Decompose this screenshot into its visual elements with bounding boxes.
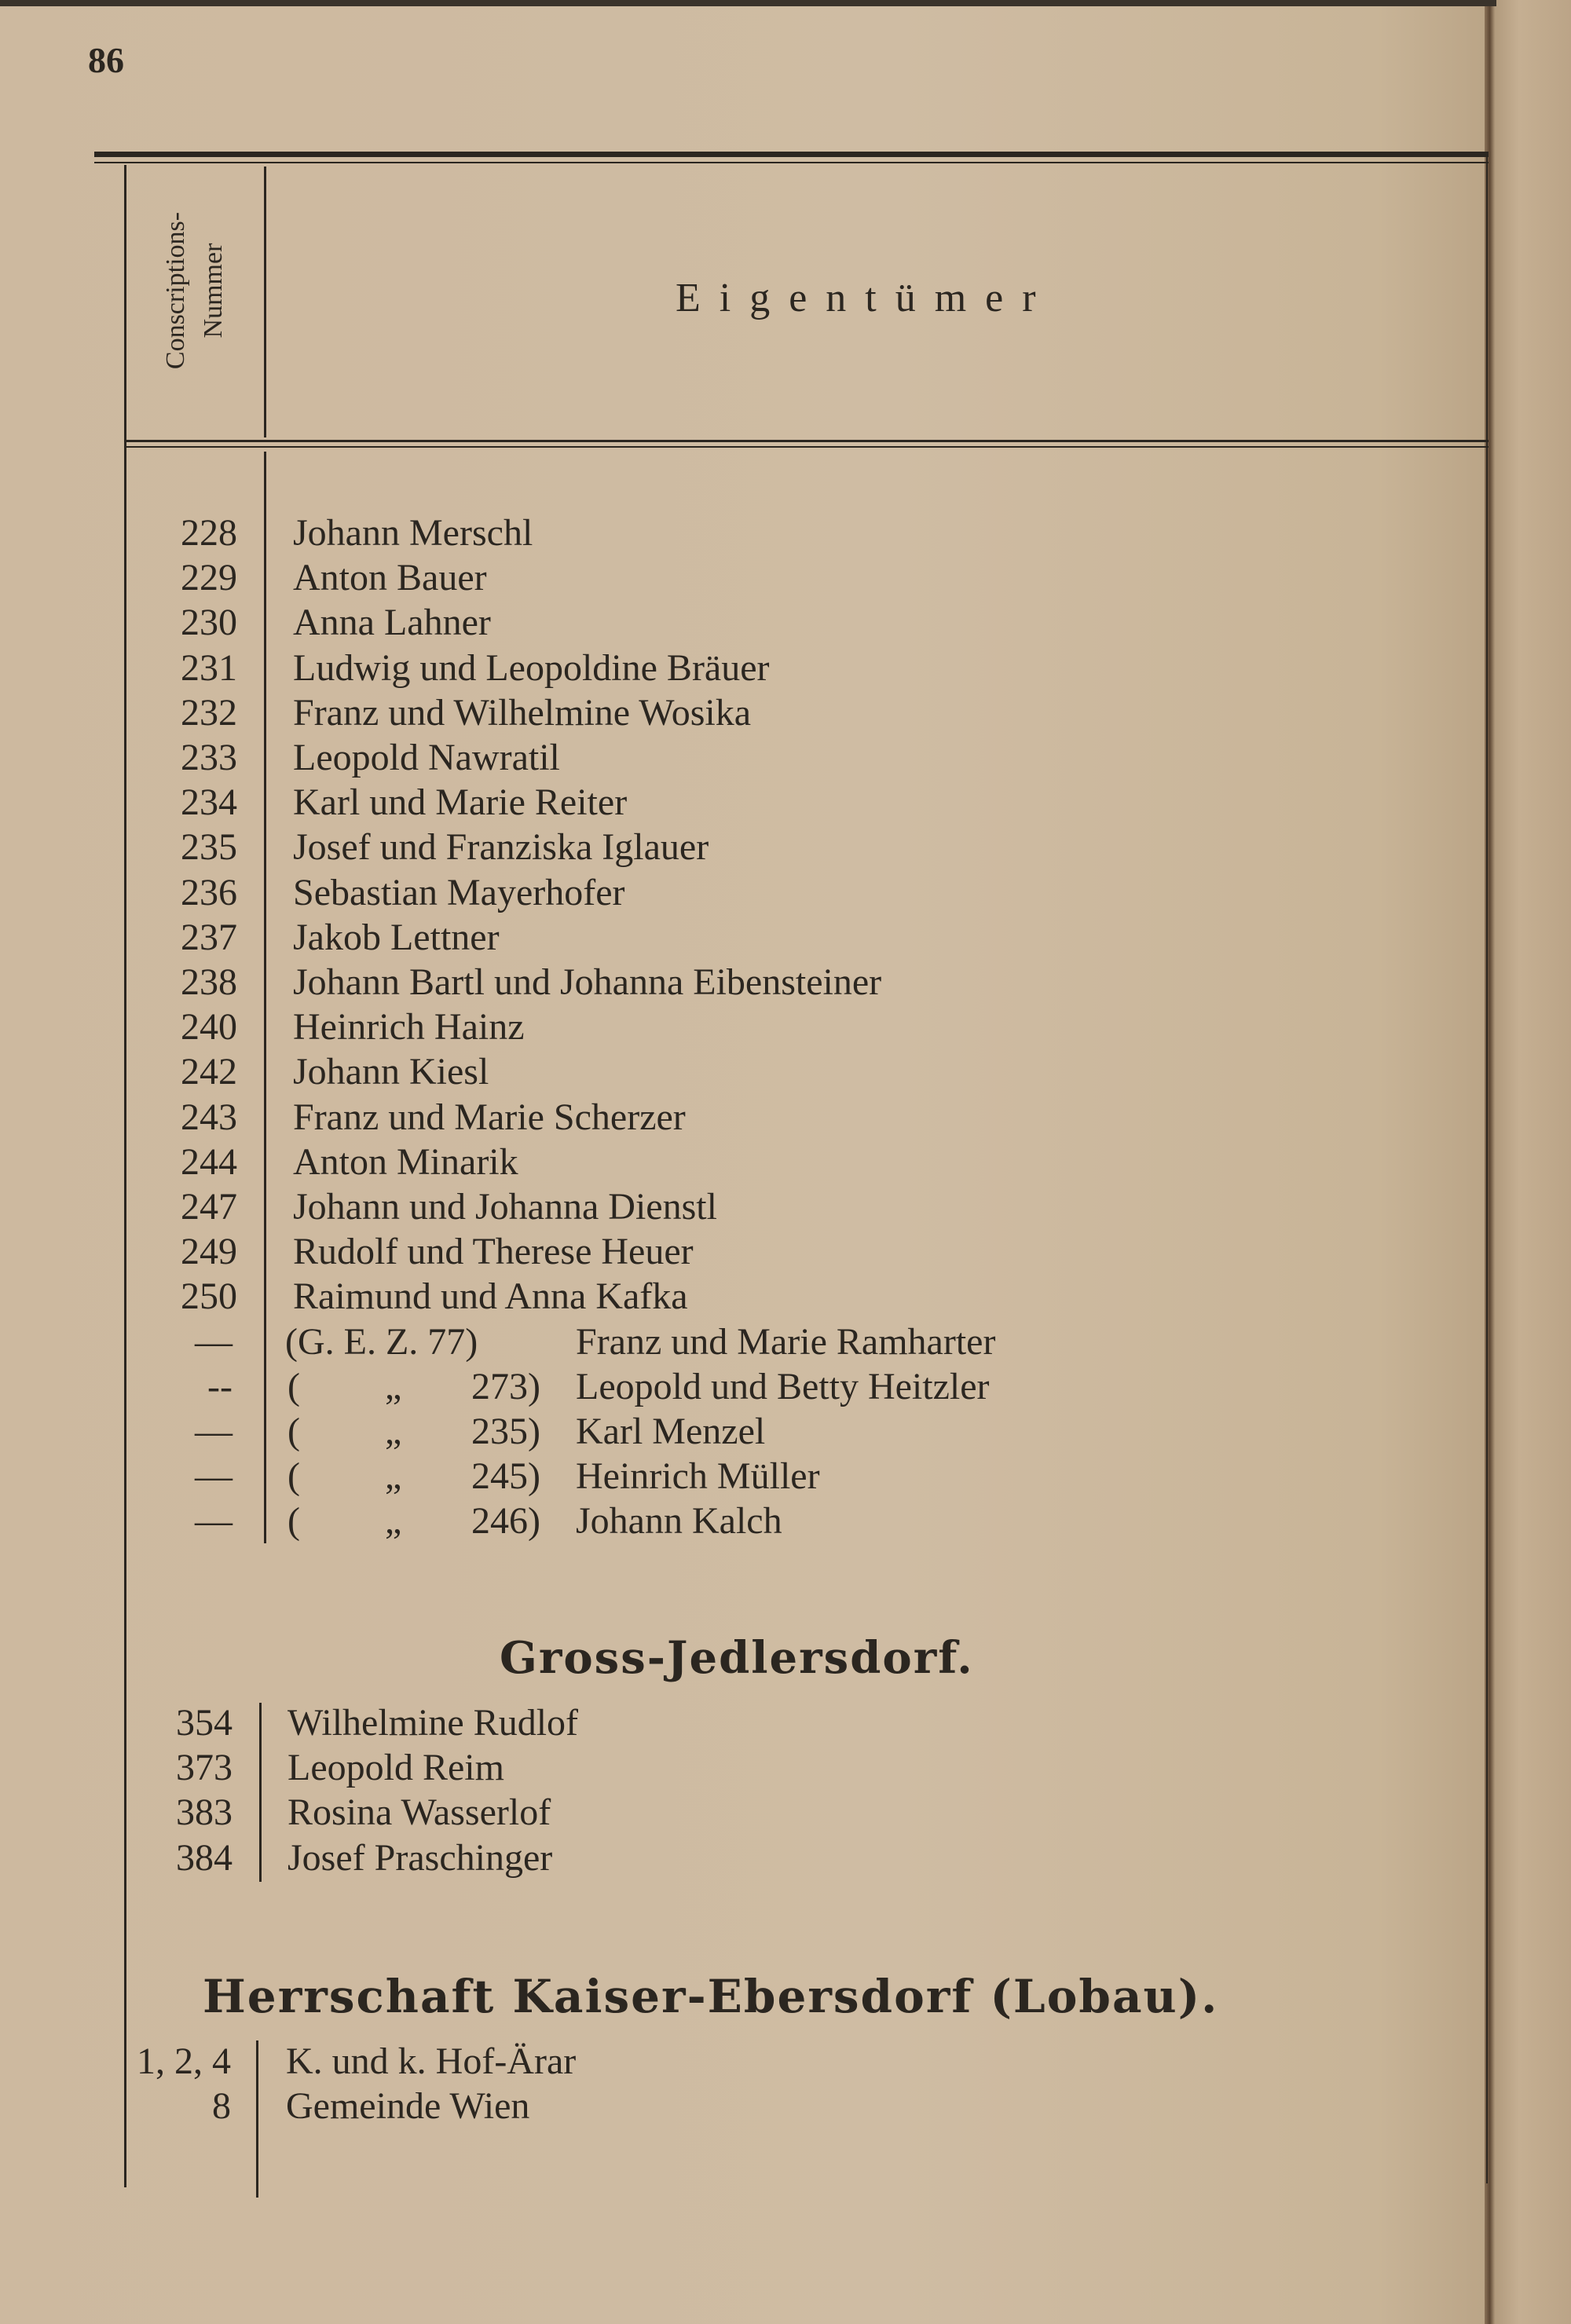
section2-title: Gross-Jedlersdorf. xyxy=(500,1632,974,1684)
owner-name: Rudolf und Therese Heuer xyxy=(293,1231,694,1272)
owner-name: Leopold Nawratil xyxy=(293,737,560,778)
header-col1-line2: Nummer xyxy=(199,243,228,339)
header-top-rule-thin xyxy=(94,162,1489,163)
conscription-number: 232 xyxy=(181,692,237,734)
conscription-number: 354 xyxy=(176,1702,233,1744)
conscription-number: 8 xyxy=(212,2085,231,2127)
list-item xyxy=(0,1745,1477,1790)
owner-name: Karl und Marie Reiter xyxy=(293,781,628,823)
plot-reference: (G. E. Z. 77) xyxy=(285,1321,478,1363)
section3-title: Herrschaft Kaiser-Ebersdorf (Lobau). xyxy=(203,1970,1219,2023)
owner-name: Johann Kalch xyxy=(576,1500,782,1542)
list-item xyxy=(0,735,1477,780)
owner-name: Heinrich Hainz xyxy=(293,1006,525,1048)
owner-name: Franz und Marie Ramharter xyxy=(576,1321,996,1363)
list-item xyxy=(0,915,1477,960)
conscription-number: 250 xyxy=(181,1275,237,1317)
conscription-number: 235 xyxy=(181,826,237,868)
conscription-number: 231 xyxy=(181,647,237,689)
conscription-number: 229 xyxy=(181,557,237,598)
conscription-number: 233 xyxy=(181,737,237,778)
owner-name: Anna Lahner xyxy=(293,602,491,643)
reference-open-paren: ( xyxy=(287,1411,300,1452)
list-item xyxy=(0,1049,1477,1094)
list-item xyxy=(0,690,1477,735)
owner-name: K. und k. Hof-Ärar xyxy=(286,2040,577,2082)
conscription-number: 373 xyxy=(176,1747,233,1788)
list-item xyxy=(0,1409,1477,1454)
owner-name: Josef Praschinger xyxy=(287,1837,553,1879)
owner-name: Gemeinde Wien xyxy=(286,2085,530,2127)
owner-name: Franz und Marie Scherzer xyxy=(293,1096,686,1138)
conscription-number: 237 xyxy=(181,917,237,958)
conscription-number: 234 xyxy=(181,781,237,823)
conscription-number: 383 xyxy=(176,1791,233,1833)
list-item xyxy=(0,1274,1477,1319)
header-owner: Eigentümer xyxy=(676,276,1055,320)
owner-name: Anton Minarik xyxy=(293,1141,518,1183)
reference-open-paren: ( xyxy=(287,1455,300,1497)
list-item xyxy=(0,2039,1477,2084)
list-item xyxy=(0,1454,1477,1499)
list-item xyxy=(0,600,1477,645)
list-item xyxy=(0,1184,1477,1229)
owner-name: Johann und Johanna Dienstl xyxy=(293,1186,717,1228)
conscription-number: 228 xyxy=(181,512,237,554)
conscription-number: 242 xyxy=(181,1051,237,1092)
reference-number: 235) xyxy=(471,1411,540,1452)
conscription-number: 238 xyxy=(181,961,237,1003)
list-item xyxy=(0,1319,1477,1364)
conscription-number: 1, 2, 4 xyxy=(137,2040,231,2082)
ditto-mark: „ xyxy=(385,1455,402,1497)
reference-open-paren: ( xyxy=(287,1366,300,1407)
book-gutter xyxy=(1485,0,1571,2324)
conscription-number: — xyxy=(195,1500,233,1542)
column-divider-header xyxy=(264,167,266,437)
ditto-mark: „ xyxy=(385,1411,402,1452)
reference-number: 273) xyxy=(471,1366,540,1407)
owner-name: Anton Bauer xyxy=(293,557,487,598)
list-item xyxy=(0,825,1477,869)
owner-name: Rosina Wasserlof xyxy=(287,1791,551,1833)
right-border xyxy=(1486,157,1488,2183)
header-bottom-rule-thin xyxy=(126,446,1489,448)
owner-name: Johann Kiesl xyxy=(293,1051,489,1092)
list-item xyxy=(0,1499,1477,1543)
list-item xyxy=(0,1005,1477,1049)
owner-name: Raimund und Anna Kafka xyxy=(293,1275,688,1317)
owner-name: Johann Bartl und Johanna Eibensteiner xyxy=(293,961,882,1003)
list-item xyxy=(0,870,1477,915)
list-item xyxy=(0,1835,1477,1880)
owner-name: Josef und Franziska Iglauer xyxy=(293,826,709,868)
top-edge xyxy=(0,0,1496,6)
conscription-number: -- xyxy=(207,1366,233,1407)
owner-name: Franz und Wilhelmine Wosika xyxy=(293,692,752,734)
conscription-number: 243 xyxy=(181,1096,237,1138)
list-item xyxy=(0,1140,1477,1184)
ditto-mark: „ xyxy=(385,1366,402,1407)
list-item xyxy=(0,780,1477,825)
list-item xyxy=(0,555,1477,600)
list-item xyxy=(0,960,1477,1005)
list-item xyxy=(0,646,1477,690)
owner-name: Karl Menzel xyxy=(576,1411,766,1452)
owner-name: Sebastian Mayerhofer xyxy=(293,872,625,913)
conscription-number: 247 xyxy=(181,1186,237,1228)
list-item xyxy=(0,511,1477,555)
header-top-rule xyxy=(94,152,1489,157)
owner-name: Jakob Lettner xyxy=(293,917,500,958)
list-item xyxy=(0,1700,1477,1745)
conscription-number: 384 xyxy=(176,1837,233,1879)
list-item xyxy=(0,1790,1477,1835)
reference-open-paren: ( xyxy=(287,1500,300,1542)
owner-name: Leopold Reim xyxy=(287,1747,504,1788)
list-item xyxy=(0,1095,1477,1140)
owner-name: Ludwig und Leopoldine Bräuer xyxy=(293,647,770,689)
reference-number: 245) xyxy=(471,1455,540,1497)
conscription-number: — xyxy=(195,1411,233,1452)
ditto-mark: „ xyxy=(385,1500,402,1542)
conscription-number: — xyxy=(195,1455,233,1497)
conscription-number: 244 xyxy=(181,1141,237,1183)
conscription-number: 249 xyxy=(181,1231,237,1272)
conscription-number: 230 xyxy=(181,602,237,643)
list-item xyxy=(0,1364,1477,1409)
conscription-number: 236 xyxy=(181,872,237,913)
owner-name: Wilhelmine Rudlof xyxy=(287,1702,579,1744)
list-item xyxy=(0,1229,1477,1274)
owner-name: Leopold und Betty Heitzler xyxy=(576,1366,990,1407)
header-bottom-rule xyxy=(126,440,1489,442)
header-conscription-number xyxy=(126,165,244,432)
header-col1-line1: Conscriptions- xyxy=(161,211,190,370)
reference-number: 246) xyxy=(471,1500,540,1542)
conscription-number: 240 xyxy=(181,1006,237,1048)
header-col1-text xyxy=(157,165,251,416)
conscription-number: — xyxy=(195,1321,233,1363)
page-number: 86 xyxy=(88,40,124,80)
owner-name: Heinrich Müller xyxy=(576,1455,820,1497)
owner-name: Johann Merschl xyxy=(293,512,533,554)
list-item xyxy=(0,2084,1477,2128)
